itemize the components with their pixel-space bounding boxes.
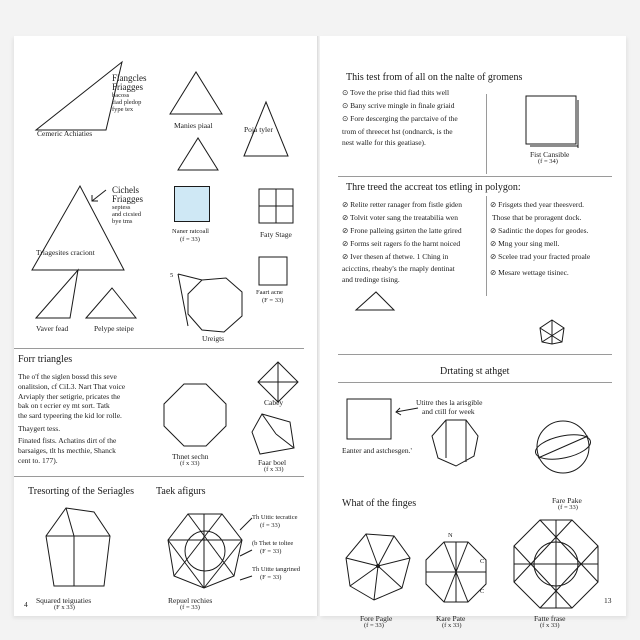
figure-sublabel: (f x 33) xyxy=(180,460,200,467)
figure-label: Fare Pake xyxy=(552,496,582,505)
figure-label: Faart acne xyxy=(256,289,283,296)
section-heading: What of the finges xyxy=(342,498,417,509)
figure-sublabel: (f = 33) xyxy=(558,504,578,511)
heptagon-figure xyxy=(344,532,412,602)
section-heading: Drtating st athget xyxy=(440,366,510,377)
list-item: Those that be proragent dock. xyxy=(492,213,582,222)
column-divider xyxy=(486,196,487,296)
geodesic-sphere-figure xyxy=(510,518,602,610)
list-item: ⊙ Bany scrive mingle in finale griaid xyxy=(342,101,455,110)
vertex-label: N xyxy=(448,532,453,539)
octagon-figure xyxy=(162,382,228,448)
section-heading: Tresorting of the Seriagles xyxy=(28,486,135,497)
triangle-figure xyxy=(84,286,138,320)
figure-sublabel: (F = 33) xyxy=(262,297,284,304)
small-triangle-figure xyxy=(354,290,396,312)
section-divider xyxy=(14,348,304,349)
figure-label: Thnet sechn xyxy=(172,452,209,461)
left-page xyxy=(14,36,318,616)
list-item: ⊘ Frone palleing gsirten the latte grired xyxy=(342,226,462,235)
page-number: 4 xyxy=(24,600,28,609)
figure-sublabel: (f = 33) xyxy=(364,622,384,629)
vertex-label: C xyxy=(480,588,485,595)
heptagon-figure xyxy=(430,418,480,468)
annotation: (b Thet te toltee (F = 33) xyxy=(252,540,294,556)
body-paragraph: Thaygert tess. xyxy=(18,424,61,433)
figure-label: Cabey xyxy=(264,398,284,407)
figure-label: Poja tyler xyxy=(244,125,273,134)
figure-sublabel: (f = 33) xyxy=(180,604,200,611)
section-heading: Forr triangles xyxy=(18,354,73,365)
section-divider xyxy=(338,176,612,177)
figure-label: Eanter and astchesgen.' xyxy=(342,446,412,455)
figure-sublabel: (f x 33) xyxy=(540,622,560,629)
list-item: ⊘ Relite retter ranager from fistle giden xyxy=(342,200,462,209)
section-heading: Taek afigurs xyxy=(156,486,206,497)
polygon-figure xyxy=(172,270,252,336)
list-item: ⊘ Forms seit ragers fo the harnt noiced xyxy=(342,239,461,248)
side-caption: Cichels Friagges septess and cicsied bye tms xyxy=(112,185,143,225)
list-item: ⊘ Iver thesen af thetwe. 1 Ching in xyxy=(342,252,449,261)
right-page xyxy=(320,36,626,629)
list-item: ⊘ Frisgets thed year theesverd. xyxy=(490,200,584,209)
section-heading: Thre treed the accreat tos etling in polygon: xyxy=(346,182,521,193)
figure-label: Vaver fead xyxy=(36,324,69,333)
triangle-figure xyxy=(168,70,224,116)
figure-sublabel: (f = 33) xyxy=(180,236,200,243)
figure-label: Fist Cansible xyxy=(530,150,570,159)
list-item: ⊘ Mesare wettage tisinec. xyxy=(490,268,569,277)
octagon-figure xyxy=(424,540,488,604)
figure-sublabel: (f = 34) xyxy=(538,158,558,165)
body-paragraph: Finated fists. Achatins dirt of the barsaiges, tlt hs mecthie, Shanck cent to. 177). xyxy=(18,436,117,465)
corner-marker: 5 xyxy=(170,272,174,279)
figure-sublabel: (F x 33) xyxy=(54,604,75,611)
figure-sublabel: (f x 33) xyxy=(264,466,284,473)
figure-label: Pelype steipe xyxy=(94,324,134,333)
figure-label: Repuel rechies xyxy=(168,596,213,605)
callout-text: Utitre thes la arisgible and ctill for week xyxy=(416,398,483,416)
section-divider xyxy=(338,354,612,355)
ellipse-sphere-figure xyxy=(530,418,596,476)
list-item: ⊙ Fore descerging the parctaive of the xyxy=(342,114,458,123)
annotation: Th Uitic tecratice (f = 33) xyxy=(252,514,298,530)
figure-label: Faar boel xyxy=(258,458,287,467)
figure-label: Fatte frase xyxy=(534,614,566,623)
pointer-arrow-icon xyxy=(88,188,108,204)
figure-sublabel: (f x 33) xyxy=(442,622,462,629)
annotation: Th Uitte tangrined (F = 33) xyxy=(252,566,301,582)
figure-label: Triagesites craciont xyxy=(36,248,95,257)
blue-square-figure xyxy=(174,186,210,222)
section-divider xyxy=(14,476,304,477)
list-item: ⊘ Scelee trad your fracted proale xyxy=(490,252,591,261)
figure-label: Cemeric Achiaties xyxy=(37,129,93,138)
figure-label: Fore Pagle xyxy=(360,614,393,623)
small-polyhedron-figure xyxy=(538,318,566,346)
grid-square-figure xyxy=(258,188,294,224)
side-caption: Fiangcles Friagges bacoss fiad pledop fype tex xyxy=(112,73,147,113)
list-text: acicctins, rheaby's the rnaply dentinat xyxy=(342,264,455,273)
list-item: ⊘ Sadintic the dopes for geodes. xyxy=(490,226,589,235)
triangle-figure xyxy=(34,60,124,132)
page-square-figure xyxy=(524,94,582,148)
figure-label: Manies piaal xyxy=(174,121,213,130)
column-divider xyxy=(486,94,487,174)
vertex-label: C xyxy=(480,558,485,565)
figure-label: Kare Pate xyxy=(436,614,466,623)
square-figure xyxy=(258,256,288,286)
list-item: ⊘ Tolvit voter sang the treatabilia wen xyxy=(342,213,459,222)
figure-label: Naner ratcoall xyxy=(172,228,209,235)
square-figure xyxy=(346,398,392,440)
pentagon-figure xyxy=(250,412,298,456)
figure-label: Squared teiguaties xyxy=(36,596,92,605)
list-item: ⊙ Tove the prise thid fiad thits well xyxy=(342,88,450,97)
triangle-figure xyxy=(176,136,220,172)
figure-label: Ureigts xyxy=(202,334,225,343)
geodesic-sphere-figure xyxy=(164,510,246,592)
triangle-figure xyxy=(34,268,80,320)
body-paragraph: The o'f the siglen bossd this seve onalitsion, cf CiL3. Nart That voice Arviaply ther setigrie, pricates the bak on t ecrier ey mt sort. Tatk the sard typeering the kid lor rolle. xyxy=(18,372,126,420)
page-title: This test from of all on the nalte of gromens xyxy=(346,72,523,83)
section-divider xyxy=(338,382,612,383)
list-item: ⊘ Mng your sing mell. xyxy=(490,239,560,248)
page-number: 13 xyxy=(604,596,612,605)
prism-figure xyxy=(44,506,114,592)
list-text: trom of threecet hst (ondnarck, is the xyxy=(342,127,453,136)
figure-label: Faty Stage xyxy=(260,230,292,239)
list-text: and tredinge tising. xyxy=(342,275,400,284)
list-text: nest walle for this geatiase). xyxy=(342,138,426,147)
